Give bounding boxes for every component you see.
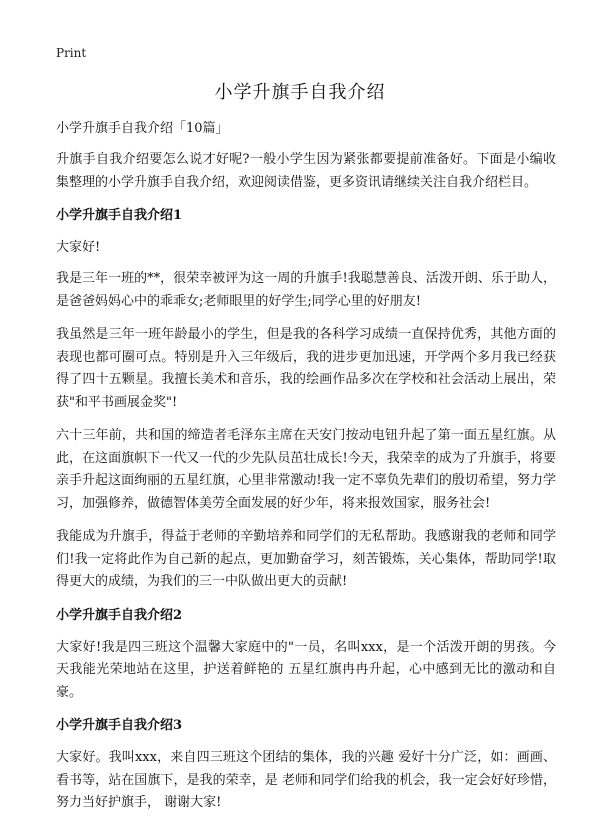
section-1-paragraph: 我是三年一班的**，很荣幸被评为这一周的升旗手!我聪慧善良、活泼开朗、乐于助人，是爸爸妈妈心中的乖乖女;老师眼里的好学生;同学心里的好朋友! (56, 271, 556, 309)
section-1-paragraph: 六十三年前，共和国的缔造者毛泽东主席在天安门按动电钮升起了第一面五星红旗。从此，在这面旗帜下一代又一代的少先队员茁壮成长!今天，我荣幸的成为了升旗手，将要亲手升起这面绚丽的五星红旗，心里非常激动!我一定不辜负先辈们的殷切希望，努力学习，加强修养，做德智体美劳全面发展的好少年，将来报效国家，服务社会! (56, 428, 556, 511)
section-3-heading: 小学升旗手自我介绍3 (56, 718, 183, 733)
section-2-heading: 小学升旗手自我介绍2 (56, 607, 183, 623)
section-1-heading: 小学升旗手自我介绍1 (56, 208, 183, 223)
section-1-paragraph: 我虽然是三年一班年龄最小的学生，但是我的各科学习成绩一直保持优秀，其他方面的表现也都可圈可点。特别是升入三年级后，我的进步更加迅速，开学两个多月我已经获得了四十五颗星。我擅长美术和音乐，我的绘画作品多次在学校和社会活动上展出，荣获"和平书画展金奖"! (56, 327, 556, 410)
intro-paragraph: 升旗手自我介绍要怎么说才好呢?一般小学生因为紧张都要提前准备好。下面是小编收集整理的小学升旗手自我介绍，欢迎阅读借鉴，更多资讯请继续关注自我介绍栏目。 (56, 152, 556, 190)
page-title: 小学升旗手自我介绍 (214, 82, 386, 103)
section-3-paragraph: 大家好。我叫xxx，来自四三班这个团结的集体，我的兴趣 爱好十分广泛，如：画画、看书等，站在国旗下，是我的荣幸，是 老师和同学们给我的机会，我一定会好好珍惜，努力当好护旗手， 谢谢大家! (56, 750, 556, 810)
print-link[interactable]: Print (56, 46, 87, 60)
section-2-paragraph: 大家好!我是四三班这个温馨大家庭中的"一员，名叫xxx，是一个活泼开朗的男孩。今天我能光荣地站在这里，护送着鲜艳的 五星红旗冉冉升起，心中感到无比的激动和自豪。 (56, 639, 556, 700)
document-subtitle: 小学升旗手自我介绍「10篇」 (56, 121, 229, 136)
document-body (56, 118, 556, 826)
section-1-greeting: 大家好! (56, 240, 101, 255)
section-1-paragraph: 我能成为升旗手，得益于老师的辛勤培养和同学们的无私帮助。我感谢我的老师和同学们!我一定将此作为自己新的起点，更加勤奋学习，刻苦锻炼，关心集体，帮助同学!取得更大的成绩，为我们的三一中队做出更大的贡献! (56, 529, 556, 589)
